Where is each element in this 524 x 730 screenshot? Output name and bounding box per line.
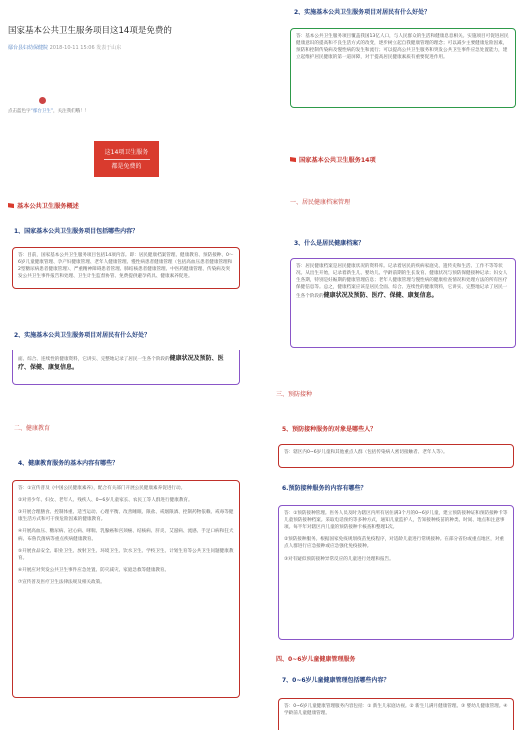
q3-answer-bold: 健康状况及预防、医疗、保健、康复信息。 [323,292,438,300]
q3-answer-box [290,258,516,348]
q4-title: 4、健康教育服务的基本内容有哪些？ [18,460,119,467]
q2-tail-bold: 健康状况及预防、医疗、保健、康复信息。 [18,355,224,372]
follow-link[interactable]: “鄢台卫生” [30,109,54,114]
follow-suffix: ，关注我们哦！！ [53,109,90,114]
q4-answer-7: ⑦宣传普及医疗卫生法律法规及相关政策。 [18,579,105,585]
q4-answer-1: 答：①宣传普及《中国公民健康素养》，配合有关部门开展公民健康素养促进行动。 [18,486,186,491]
q4-answer-6: ⑥开展应对突发公共卫生事件应急处置、防灾减灾、家庭急救等健康教育。 [18,567,170,573]
q4-answer-2: ②对青少年、妇女、老年人、残疾人、0~6岁儿童家长、农民工等人群进行健康教育。 [18,498,193,504]
q6-answer-3: ③对有疑似预防接种异常反应的儿童进行处理和报告。 [284,556,394,562]
section-14-heading: 国家基本公共卫生服务14项 [290,155,376,164]
q2-title-left: 2、实施基本公共卫生服务项目对居民有什么好处？ [14,332,151,339]
q5-answer: 答：辖区内0~6岁儿童和其他重点人群（包括传染病人密切接触者、老年人等）。 [284,450,448,455]
q3-answer: 答：居民健康档案是居民健康状况的资料库。记录着居民的疾病家庭史、遗传史和生活、工作不等等状况。从出生开始，记录着新生儿、婴幼儿、学龄前期的生长发育、健康状况与预防保健接种记录；妇女人生各期，特别是妊娠期的健康管理信息；老年人健康管理与慢性病的健康检查情况和处理方法的所有医疗保健信息等。总之，健康档案应该是居民全面、综合、连续性的健康资料，它讲实、完整地记录了居民一生各个阶段的 [296,264,508,300]
banner-line-1: 这14项卫生服务 [104,149,149,156]
q4-answer-3: ③开展合理膳食、控制体重、适当运动、心理平衡、改善睡眠、限盐、戒烟限酒、控制药物依赖、戒毒等健康生活方式和可干预危险因素的健康教育。 [18,510,234,523]
banner-divider [104,159,150,160]
sub-vaccination: 三、预防接种 [276,391,313,398]
q2-answer-box [290,28,516,108]
q1-answer: 答：目前，国家基本公共卫生服务项目包括14项内容。即：居民健康档案管理、健康教育、预防接种、0～6岁儿童健康管理、孕产妇健康管理、老年人健康管理、慢性病患者健康管理（包括高血压患者健康管理和2型糖尿病患者健康管理）、严重精神障碍患者管理、肺结核患者健康管理、中医药健康管理、传染病及突发公共卫生事件报告和处理、卫生计生监督协管、免费提供避孕药具、健康素养促进。 [18,253,234,280]
q2-answer: 答：基本公共卫生服务项目覆盖我国13亿人口，与人民群众的生活和健康息息相关。实施项目可促进居民健康意识的提高和不良生活方式的改变，逐步树立起自我健康管理的理念；可以减少主要健康危险因素，预防和控制传染病及慢性病的发生和流行；可以提高公共卫生服务和突发公共卫生事件应急处置能力，建立起维护居民健康的第一道屏障，对于提高居民健康素质有重要促进作用。 [296,34,509,61]
q1-title: 1、国家基本公共卫生服务项目包括哪些内容？ [14,228,139,235]
sub-child-health: 四、0~6岁儿童健康管理服务 [276,656,356,663]
section-overview-heading: 基本公共卫生服务概述 [8,201,79,210]
q6-answer-box [278,505,514,640]
q2-tail-text: 面、综合、连续性的健康资料，它讲实、完整地记录了居民一生各个阶段的 [18,357,170,362]
follow-icon [39,97,46,104]
q4-answer-5: ⑤开展食品安全、职业卫生、放射卫生、环境卫生、饮水卫生、学校卫生、计划生育等公共卫生问题健康教育。 [18,548,234,561]
meta-date: 2018-10-11 15:06 [49,45,95,51]
flag-icon [290,157,296,163]
title-banner [94,141,159,177]
q6-answer-1: 答：①预防接种管理。医务人员及时为辖区内所有居住满3个月的0~6岁儿童，建立预防接种证和预防接种卡等儿童预防接种档案。采取电话预约等多种方式，通知儿童监护人，告知接种疫苗的种类、时间、地点和注意事项。每半年对辖区内儿童的预防接种卡核查和整理1次。 [284,511,508,531]
q6-answer-2: ②预防接种服务。根据国家免疫规划疫苗免疫程序，对适龄儿童进行常规接种。在部分省份或重点地区，对重点人群进行应急接种或应急强化免疫接种。 [284,537,505,550]
follow-prefix: 点击蓝色字 [8,109,31,114]
q7-title: 7、0~6岁儿童健康管理包括哪些内容？ [282,677,390,684]
q1-answer-box [12,247,240,289]
banner-line-2: 都是免费的 [111,163,142,171]
q3-title: 3、什么是居民健康档案？ [294,240,365,247]
q2-answer-continued [12,350,240,385]
article-meta [8,44,121,51]
right-column [270,0,524,730]
q6-title: 6.预防接种服务的内容有哪些？ [282,485,367,492]
sub-health-records: 一、居民健康档案管理 [290,199,351,206]
sub-health-education: 二、健康教育 [14,425,51,432]
meta-location: 发表于山东 [96,45,122,51]
flag-icon [8,203,14,209]
article-title: 国家基本公共卫生服务项目这14项是免费的 [8,26,172,36]
q7-answer: 答：0~6岁儿童健康管理服务内容包括：① 新生儿家庭访视。② 新生儿满月健康管理。③ 婴幼儿健康管理。④ 学龄前儿童健康管理。 [284,704,508,717]
q4-answer-box [12,480,240,698]
q5-title: 5、预防接种服务的对象是哪些人？ [282,426,377,433]
follow-prompt [8,108,89,114]
q5-answer-box [278,444,514,468]
meta-source[interactable]: 鄢台县妇幼保健院 [8,45,49,51]
q7-answer-box [278,698,514,730]
q2-title-right: 2、实施基本公共卫生服务项目对居民有什么好处？ [294,9,431,16]
q4-answer-4: ④开展高血压、糖尿病、冠心病、哮喘、乳腺癌和宫颈癌、结核病、肝炎、艾滋病、流感、手足口病和狂犬病、布鲁氏菌病等重点疾病健康教育。 [18,529,234,542]
